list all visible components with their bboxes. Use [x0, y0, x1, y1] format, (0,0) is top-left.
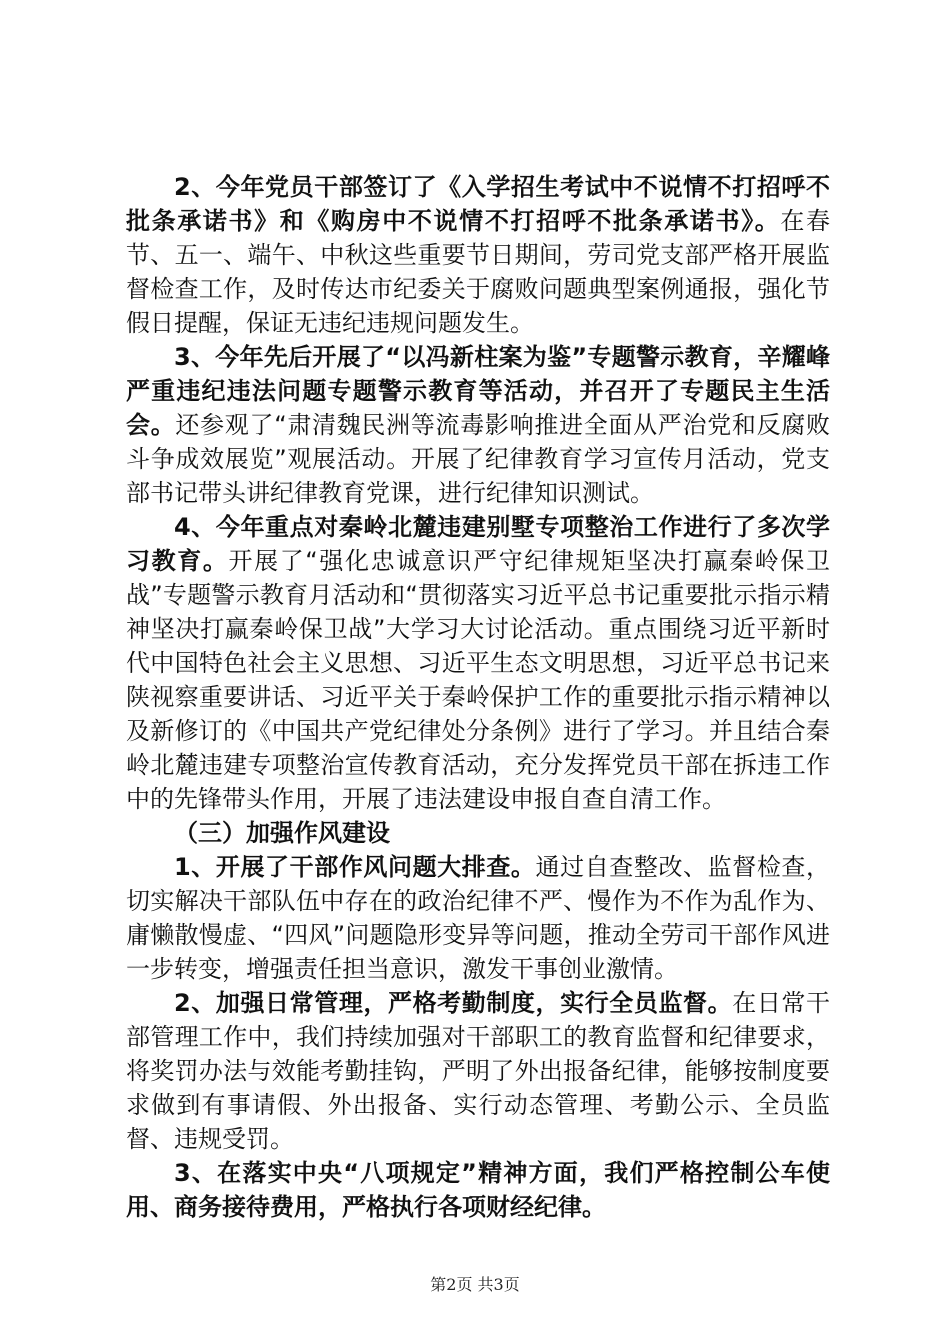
paragraph-item-3	[126, 340, 830, 510]
section-paragraph-3	[126, 1156, 830, 1224]
paragraph-text: 在春节、五一、端午、中秋这些重要节日期间，劳司党支部严格开展监督检查工作，及时传达市纪委关于腐败问题典型案例通报，强化节假日提醒，保证无违纪违规问题发生。	[126, 207, 831, 337]
paragraph-lead: 3、今年先后开展了“以冯新柱案为鉴”专题警示教育，辛耀峰严重违纪违法问题专题警示教育等活动，并召开了专题民主生活会。	[126, 343, 830, 439]
paragraph-item-4	[126, 510, 830, 816]
paragraph-item-2	[126, 170, 830, 340]
section-paragraph-1	[126, 850, 830, 986]
paragraph-lead: 2、今年党员干部签订了《入学招生考试中不说情不打招呼不批条承诺书》和《购房中不说情不打招呼不批条承诺书》。	[126, 173, 830, 235]
paragraph-lead: 4、今年重点对秦岭北麓违建别墅专项整治工作进行了多次学习教育。	[126, 513, 830, 575]
paragraph-text: 开展了“强化忠诚意识严守纪律规矩坚决打赢秦岭保卫战”专题警示教育月活动和“贯彻落实习近平总书记重要批示指示精神坚决打赢秦岭保卫战”大学习大讨论活动。重点围绕习近平新时代中国特色社会主义思想、习近平生态文明思想，习近平总书记来陕视察重要讲话、习近平关于秦岭保护工作的重要批示指示精神以及新修订的《中国共产党纪律处分条例》进行了学习。并且结合秦岭北麓违建专项整治宣传教育活动，充分发挥党员干部在拆违工作中的先锋带头作用，开展了违法建设申报自查自清工作。	[126, 547, 831, 813]
paragraph-lead: 1、开展了干部作风问题大排查。	[174, 853, 536, 881]
page-number-footer: 第2页 共3页	[430, 1275, 520, 1294]
paragraph-lead: 2、加强日常管理，严格考勤制度，实行全员监督。	[174, 989, 733, 1017]
section-heading: （三）加强作风建设	[174, 819, 390, 847]
section-paragraph-2	[126, 986, 830, 1156]
document-body	[126, 170, 830, 1224]
paragraph-text: 还参观了“肃清魏民洲等流毒影响推进全面从严治党和反腐败斗争成效展览”观展活动。开展了纪律教育学习宣传月活动，党支部书记带头讲纪律教育党课，进行纪律知识测试。	[126, 411, 831, 507]
paragraph-lead: 3、在落实中央“八项规定”精神方面，我们严格控制公车使用、商务接待费用，严格执行各项财经纪律。	[126, 1159, 830, 1221]
paragraph-text: 通过自查整改、监督检查，切实解决干部队伍中存在的政治纪律不严、慢作为不作为乱作为、庸懒散慢虚、“四风”问题隐形变异等问题，推动全劳司干部作风进一步转变，增强责任担当意识，激发干事创业激情。	[126, 853, 831, 983]
paragraph-text: 在日常干部管理工作中，我们持续加强对干部职工的教育监督和纪律要求，将奖罚办法与效能考勤挂钩，严明了外出报备纪律，能够按制度要求做到有事请假、外出报备、实行动态管理、考勤公示、全员监督、违规受罚。	[126, 989, 830, 1153]
